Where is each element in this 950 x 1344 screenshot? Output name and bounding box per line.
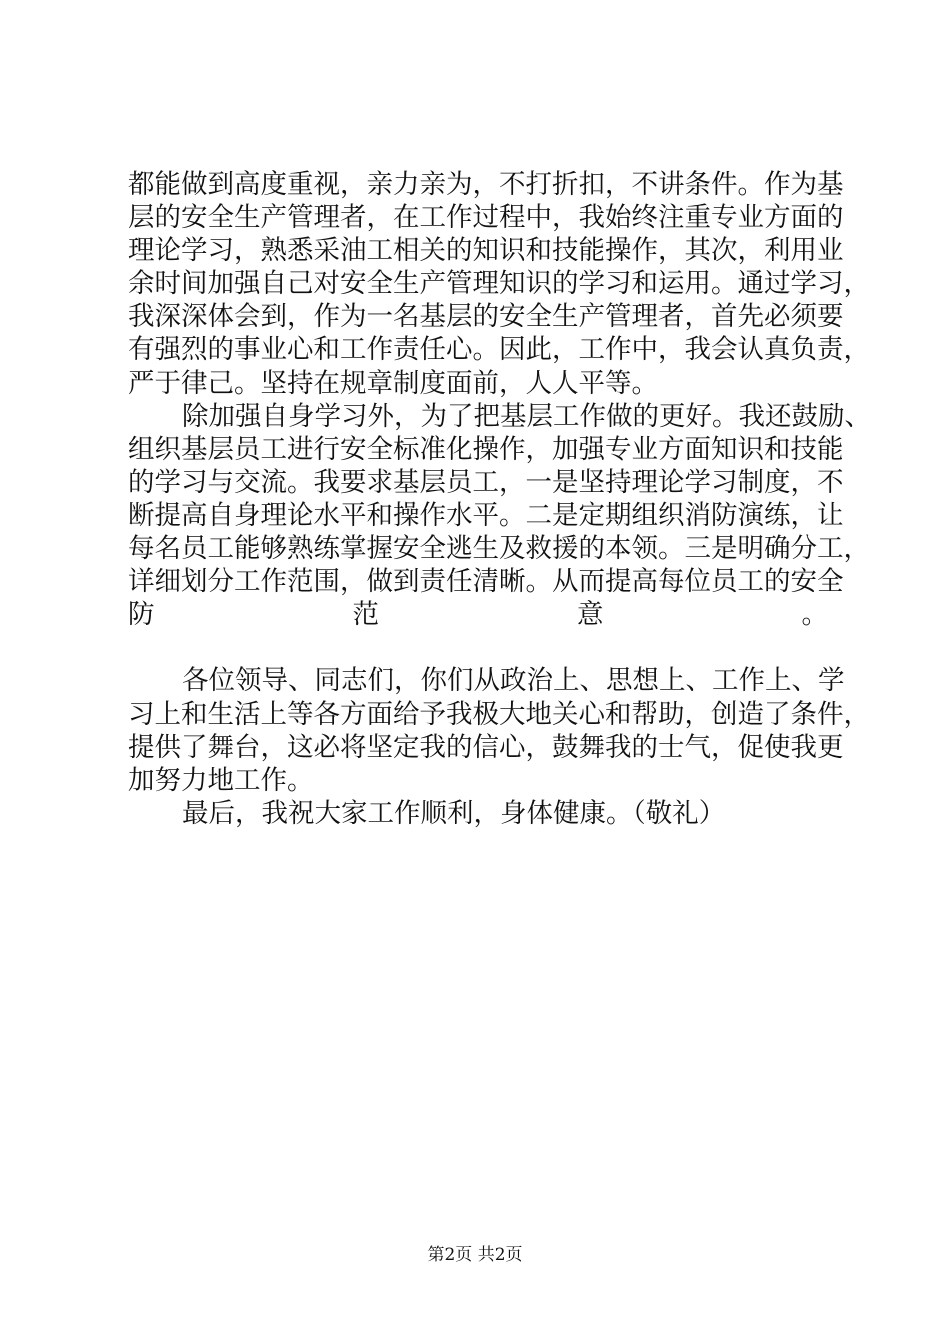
text-line: 严于律己。坚持在规章制度面前，人人平等。 <box>128 367 658 399</box>
page-footer <box>0 1244 950 1266</box>
text-line: 详细划分工作范围，做到责任清晰。从而提高每位员工的安全 <box>128 566 844 598</box>
text-line: 层的安全生产管理者，在工作过程中，我始终注重专业方面的 <box>128 202 844 234</box>
text-line: 防范意。 <box>128 599 828 631</box>
text-line: 每名员工能够熟练掌握安全逃生及救援的本领。三是明确分工， <box>128 533 870 565</box>
text-line: 理论学习，熟悉采油工相关的知识和技能操作，其次，利用业 <box>128 235 844 267</box>
text-line: 都能做到高度重视，亲力亲为，不打折扣，不讲条件。作为基 <box>128 169 844 200</box>
document-body <box>128 168 871 830</box>
text-line: 提供了舞台，这必将坚定我的信心，鼓舞我的士气，促使我更 <box>128 731 844 763</box>
text-line: 加努力地工作。 <box>128 764 314 796</box>
text-line: 我深深体会到，作为一名基层的安全生产管理者，首先必须要 <box>128 301 844 333</box>
text-line: 组织基层员工进行安全标准化操作，加强专业方面知识和技能 <box>128 433 844 465</box>
text-line: 除加强自身学习外，为了把基层工作做的更好。我还鼓励、 <box>182 400 871 432</box>
text-line: 断提高自身理论水平和操作水平。二是定期组织消防演练，让 <box>128 499 844 531</box>
text-line: 的学习与交流。我要求基层员工，一是坚持理论学习制度，不 <box>128 466 844 498</box>
text-line: 有强烈的事业心和工作责任心。因此，工作中，我会认真负责， <box>128 334 870 366</box>
text-line: 各位领导、同志们，你们从政治上、思想上、工作上、学 <box>182 665 845 697</box>
text-line: 余时间加强自己对安全生产管理知识的学习和运用。通过学习， <box>128 268 870 300</box>
page-number-label: 第2页 共2页 <box>427 1245 523 1265</box>
text-line: 最后，我祝大家工作顺利，身体健康。（敬礼） <box>182 797 726 829</box>
text-line: 习上和生活上等各方面给予我极大地关心和帮助，创造了条件， <box>128 698 870 730</box>
text-line <box>128 631 828 664</box>
